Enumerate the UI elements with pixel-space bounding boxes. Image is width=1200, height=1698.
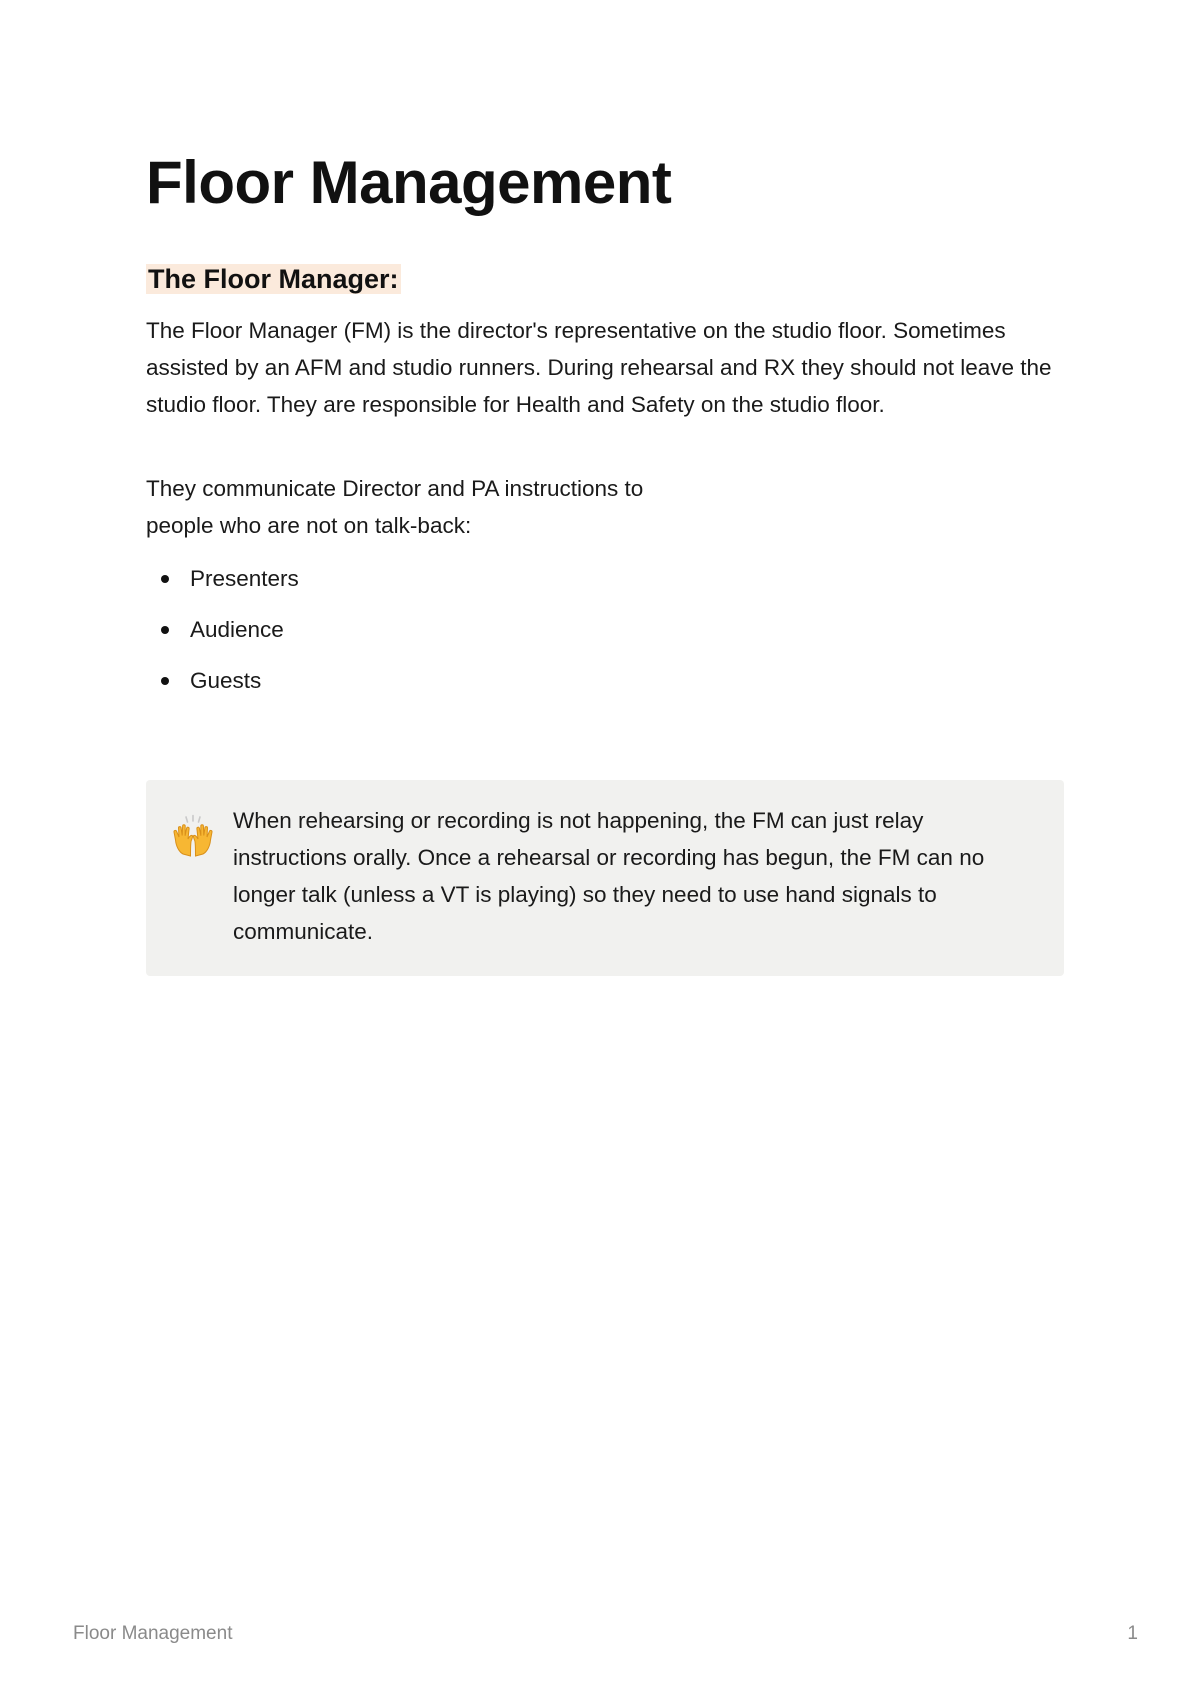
footer-document-title: Floor Management (73, 1623, 233, 1644)
section-heading (146, 262, 401, 296)
list-item-label: Presenters (190, 566, 299, 591)
list-item (146, 662, 299, 713)
communication-paragraph-line-1: They communicate Director and PA instructions to (146, 476, 644, 501)
footer-page-number: 1 (1127, 1623, 1138, 1644)
audience-list (146, 560, 299, 713)
communication-paragraph (146, 470, 1064, 544)
list-item-label: Guests (190, 668, 262, 693)
raising-hands-emoji-icon (170, 814, 216, 860)
section-heading-text: The Floor Manager: (148, 264, 399, 294)
callout-box (146, 780, 1064, 976)
bullet-icon (161, 677, 169, 685)
communication-paragraph-line-2: people who are not on talk-back: (146, 513, 472, 538)
list-item (146, 560, 299, 611)
list-item-label: Audience (190, 617, 284, 642)
page-title: Floor Management (146, 149, 672, 216)
bullet-icon (161, 626, 169, 634)
bullet-icon (161, 575, 169, 583)
callout-text: When rehearsing or recording is not happening, the FM can just relay instructions orally. Once a rehearsal or recording has begun, the FM can no longer talk (unless a VT is playing) so they need to use hand signals to communicate. (233, 808, 985, 944)
list-item (146, 611, 299, 662)
intro-paragraph: The Floor Manager (FM) is the director's representative on the studio floor. Sometimes assisted by an AFM and studio runners. During rehearsal and RX they should not leave the studio floor. They are responsible for Health and Safety on the studio floor. (146, 318, 1052, 417)
